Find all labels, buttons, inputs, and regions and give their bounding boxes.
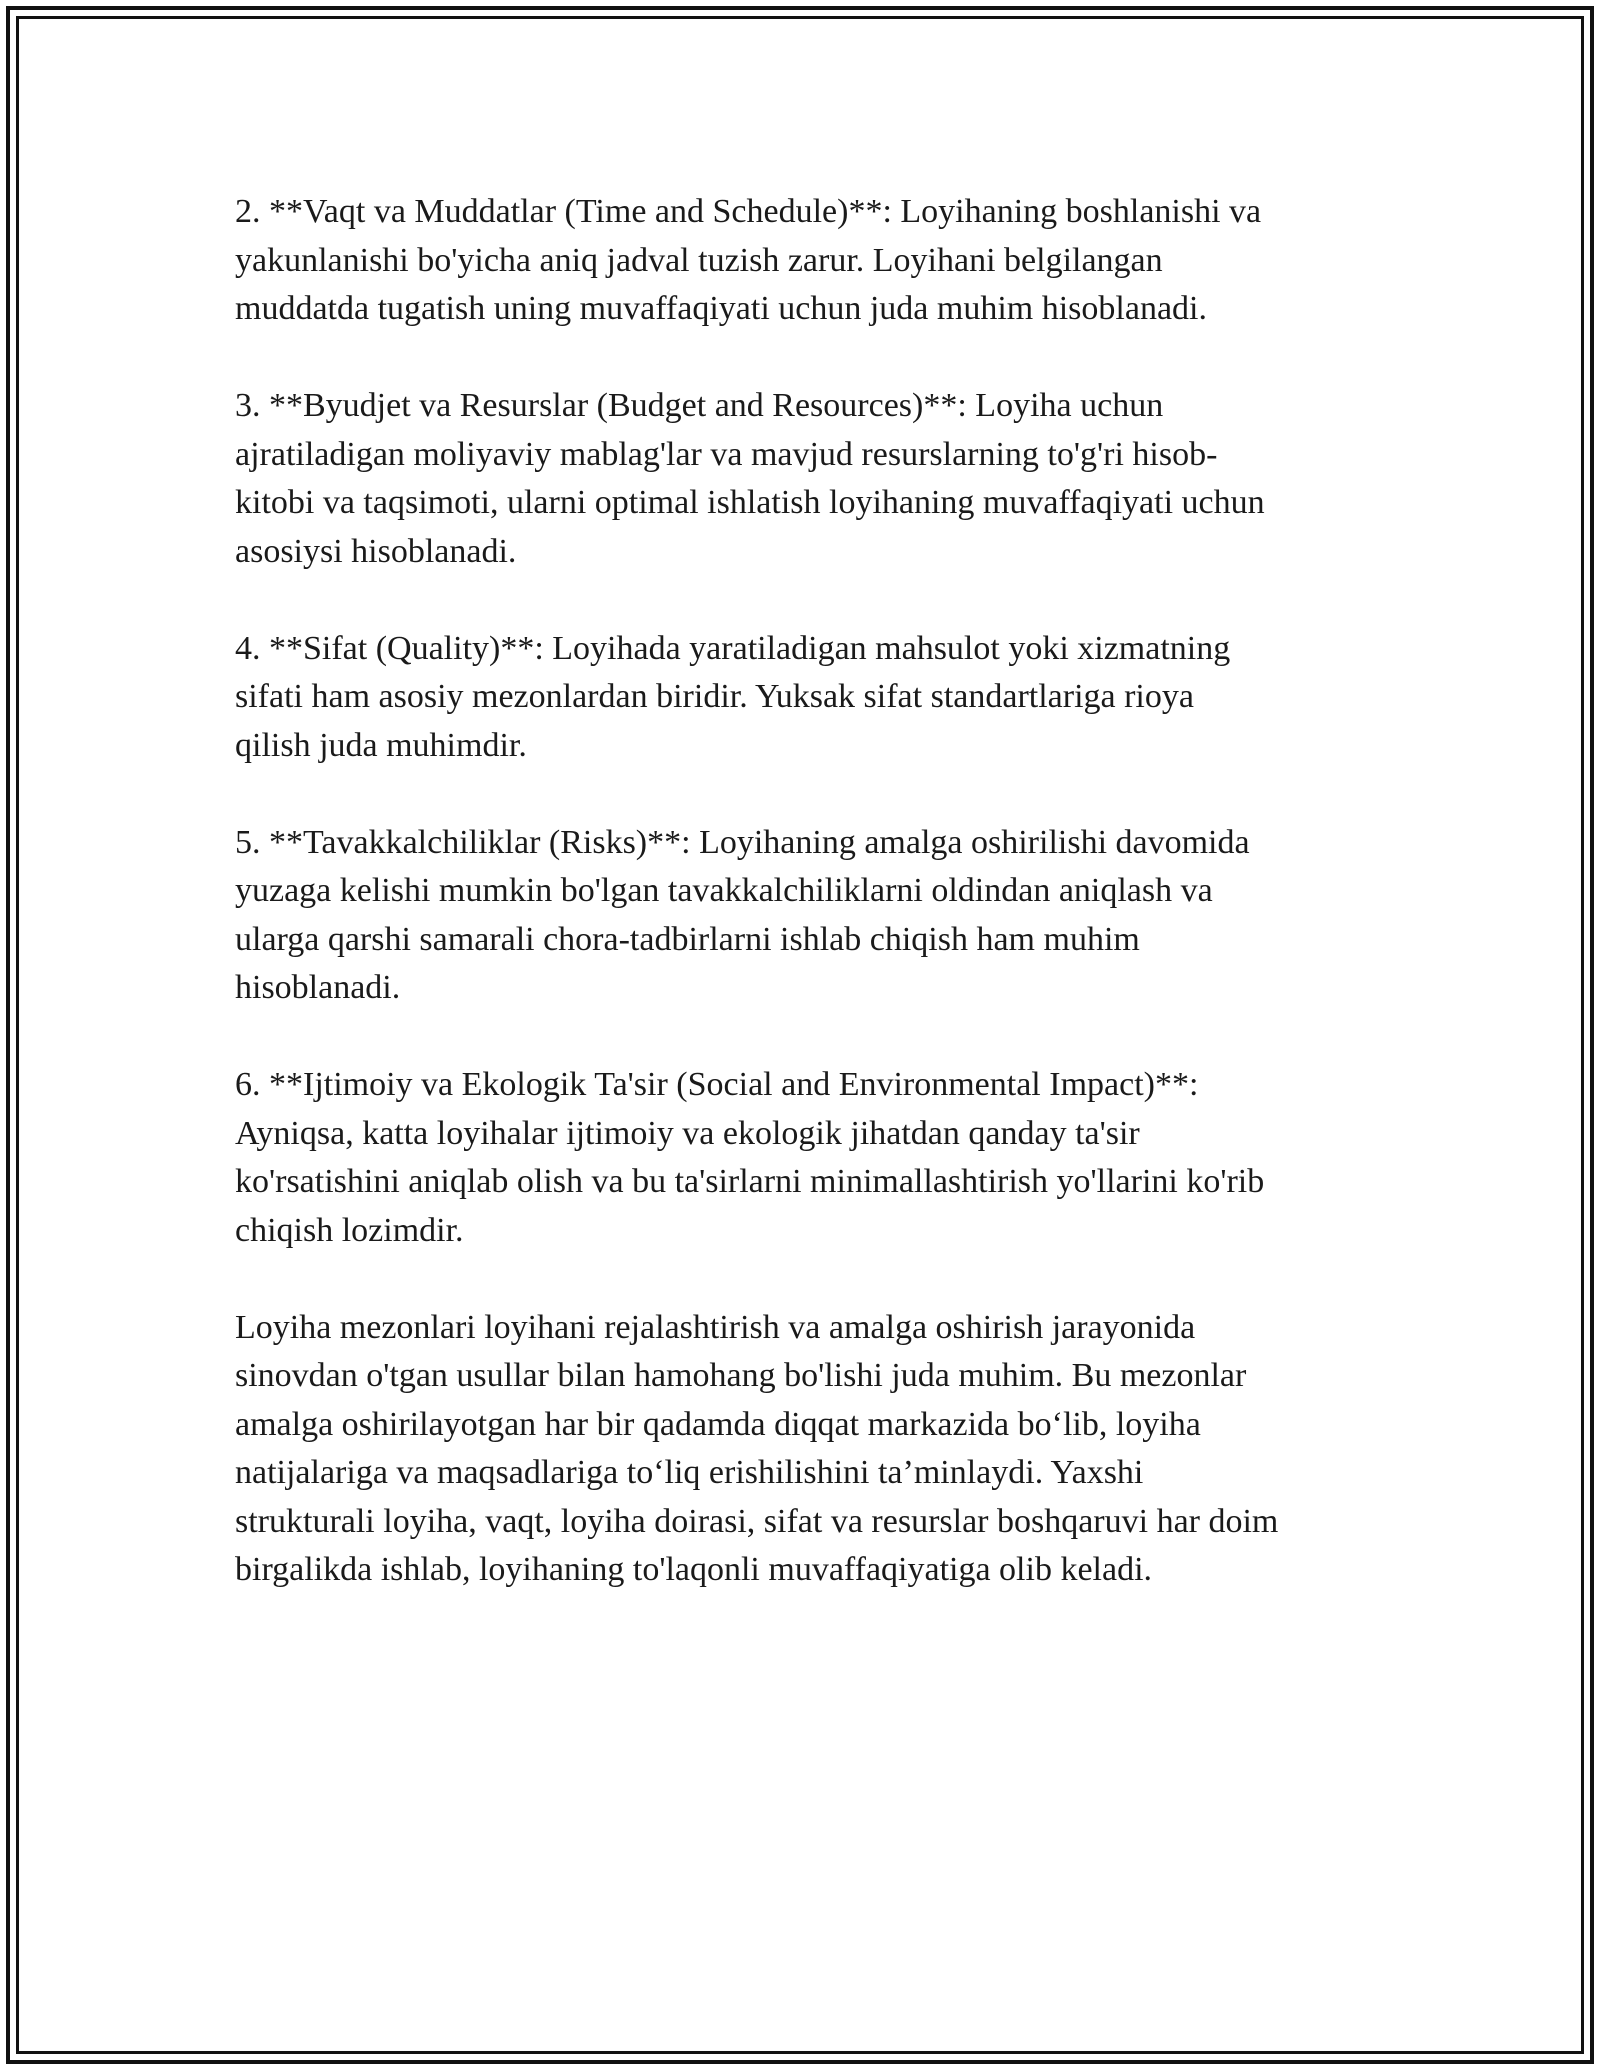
paragraph-budget-resources: 3. **Byudjet va Resurslar (Budget and Resources)**: Loyiha uchun ajratiladigan moliyaviy mablag'lar va mavjud resurslarning to'g'ri hisob- kitobi va taqsimoti, ularni optimal ishlatish loyihaning muvaffaqiyati uchun asosiysi hisoblanadi. bbox=[235, 387, 1265, 570]
paragraph-risks: 5. **Tavakkalchiliklar (Risks)**: Loyihaning amalga oshirilishi davomida yuzaga kelishi mumkin bo'lgan tavakkalchiliklarni oldindan aniqlash va ularga qarshi samarali chora-tadbirlarni ishlab chiqish ham muhim hisoblanadi. bbox=[235, 823, 1250, 1006]
document-body bbox=[235, 188, 1375, 1643]
paragraph-conclusion: Loyiha mezonlari loyihani rejalashtirish va amalga oshirish jarayonida sinovdan o'tgan usullar bilan hamohang bo'lishi juda muhim. Bu mezonlar amalga oshirilayotgan har bir qadamda diqqat markazida bo‘lib, loyiha natijalariga va maqsadlariga to‘liq erishilishini ta’minlaydi. Yaxshi strukturali loyiha, vaqt, loyiha doirasi, sifat va resurslar boshqaruvi har doim birgalikda ishlab, loyihaning to'laqonli muvaffaqiyatiga olib keladi. bbox=[235, 1308, 1279, 1588]
paragraph-time-schedule: 2. **Vaqt va Muddatlar (Time and Schedule)**: Loyihaning boshlanishi va yakunlanishi bo'yicha aniq jadval tuzish zarur. Loyihani belgilangan muddatda tugatish uning muvaffaqiyati uchun juda muhim hisoblanadi. bbox=[235, 193, 1262, 327]
paragraph-social-environmental-impact: 6. **Ijtimoiy va Ekologik Ta'sir (Social and Environmental Impact)**: Ayniqsa, katta loyihalar ijtimoiy va ekologik jihatdan qanday ta'sir ko'rsatishini aniqlab olish va bu ta'sirlarni minimallashtirish yo'llarini ko'rib chiqish lozimdir. bbox=[235, 1066, 1265, 1249]
paragraph-quality: 4. **Sifat (Quality)**: Loyihada yaratiladigan mahsulot yoki xizmatning sifati ham asosiy mezonlardan biridir. Yuksak sifat standartlariga rioya qilish juda muhimdir. bbox=[235, 629, 1231, 764]
